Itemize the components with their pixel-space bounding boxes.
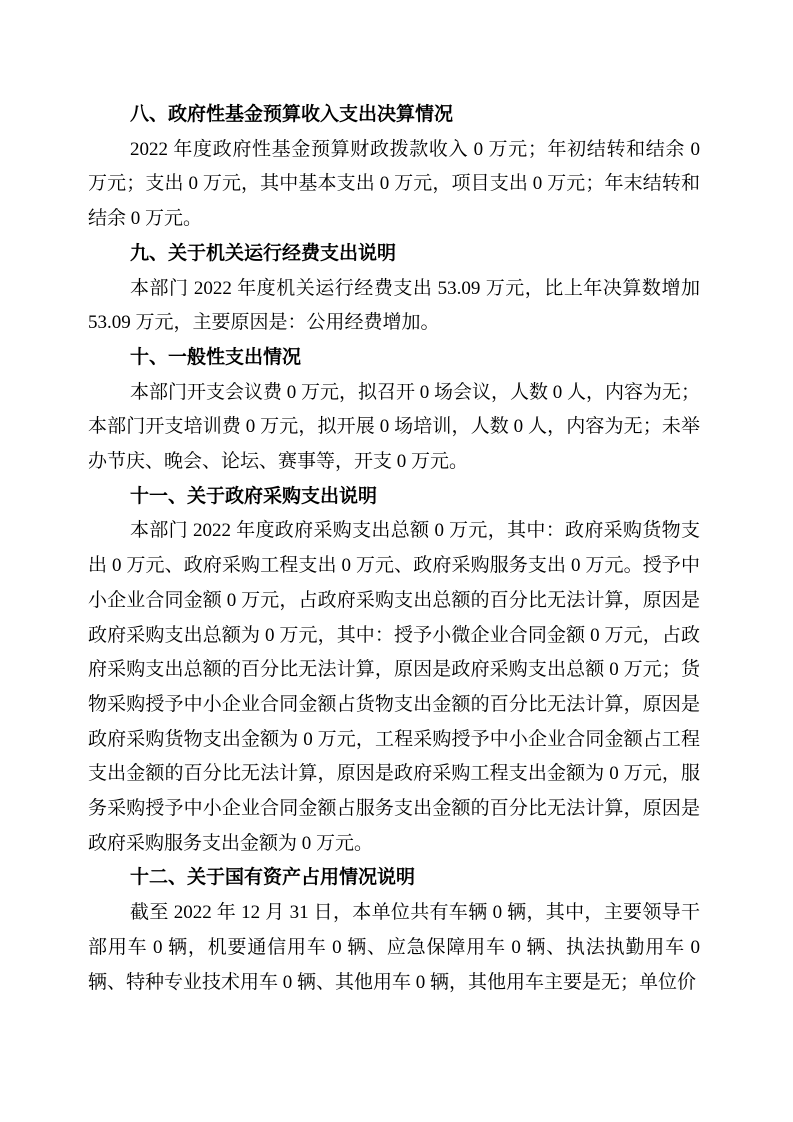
- section-state-owned-assets: [88, 861, 700, 1000]
- section-agency-operating-expense: [88, 237, 700, 341]
- section-paragraph: 本部门 2022 年度政府采购支出总额 0 万元，其中：政府采购货物支出 0 万元、政府采购工程支出 0 万元、政府采购服务支出 0 万元。授予中小企业合同金额 0 万元，占政府采购支出总额的百分比无法计算，原因是政府采购支出总额为 0 万元，其中：授予小微企业合同金额 0 万元，占政府采购支出总额的百分比无法计算，原因是政府采购支出总额 0 万元；货物采购授予中小企业合同金额占货物支出金额的百分比无法计算，原因是政府采购货物支出金额为 0 万元，工程采购授予中小企业合同金额占工程支出金额的百分比无法计算，原因是政府采购工程支出金额为 0 万元，服务采购授予中小企业合同金额占服务支出金额的百分比无法计算，原因是政府采购服务支出金额为 0 万元。: [88, 520, 700, 854]
- section-paragraph: 2022 年度政府性基金预算财政拨款收入 0 万元；年初结转和结余 0 万元；支出 0 万元，其中基本支出 0 万元，项目支出 0 万元；年末结转和结余 0 万元。: [88, 138, 700, 230]
- section-heading: 八、政府性基金预算收入支出决算情况: [130, 104, 454, 125]
- section-paragraph: 截至 2022 年 12 月 31 日，本单位共有车辆 0 辆，其中，主要领导干部用车 0 辆，机要通信用车 0 辆、应急保障用车 0 辆、执法执勤用车 0 辆、特种专业技术用车 0 辆、其他用车 0 辆，其他用车主要是无；单位价: [88, 902, 700, 993]
- section-government-procurement: [88, 480, 700, 862]
- section-heading: 九、关于机关运行经费支出说明: [130, 242, 397, 264]
- section-heading: 十二、关于国有资产占用情况说明: [130, 867, 416, 889]
- section-general-expense: [88, 341, 700, 480]
- section-heading: 十一、关于政府采购支出说明: [130, 485, 378, 507]
- section-gov-fund-budget: [88, 98, 700, 237]
- section-paragraph: 本部门 2022 年度机关运行经费支出 53.09 万元，比上年决算数增加 53.09 万元，主要原因是：公用经费增加。: [88, 277, 700, 334]
- section-heading: 十、一般性支出情况: [130, 346, 302, 368]
- section-paragraph: 本部门开支会议费 0 万元，拟召开 0 场会议，人数 0 人，内容为无；本部门开支培训费 0 万元，拟开展 0 场培训，人数 0 人，内容为无；未举办节庆、晚会、论坛、赛事等，开支 0 万元。: [88, 381, 701, 473]
